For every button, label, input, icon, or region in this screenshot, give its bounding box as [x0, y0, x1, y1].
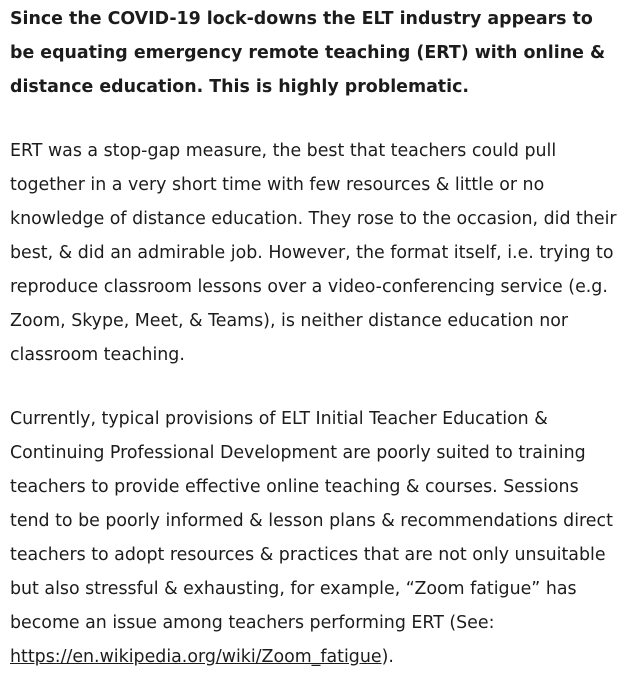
lead-paragraph: Since the COVID-19 lock-downs the ELT industry appears to be equating emergency remote teaching (ERT) with online & distance education. This is highly problematic.	[10, 9, 606, 97]
zoom-fatigue-link[interactable]: https://en.wikipedia.org/wiki/Zoom_fatigue	[10, 647, 382, 667]
paragraph-ert: ERT was a stop-gap measure, the best that teachers could pull together in a very short time with few resources & little or no knowledge of distance education. They rose to the occasion, did their best, & did an admirable job. However, the format itself, i.e. trying to reproduce classroom lessons over a video-conferencing service (e.g. Zoom, Skype, Meet, & Teams), is neither distance education nor classroom teaching.	[10, 141, 617, 365]
paragraph-training	[10, 402, 618, 674]
paragraph-training-text: Currently, typical provisions of ELT Initial Teacher Education & Continuing Professional Development are poorly suited to training teachers to provide effective online teaching & courses. Sessions tend to be poorly informed & lesson plans & recommendations direct teachers to adopt resources & practices that are not only unsuitable but also stressful & exhausting, for example, “Zoom fatigue” has become an issue among teachers performing ERT (See:	[10, 409, 613, 633]
paragraph-training-end: ).	[381, 647, 394, 667]
